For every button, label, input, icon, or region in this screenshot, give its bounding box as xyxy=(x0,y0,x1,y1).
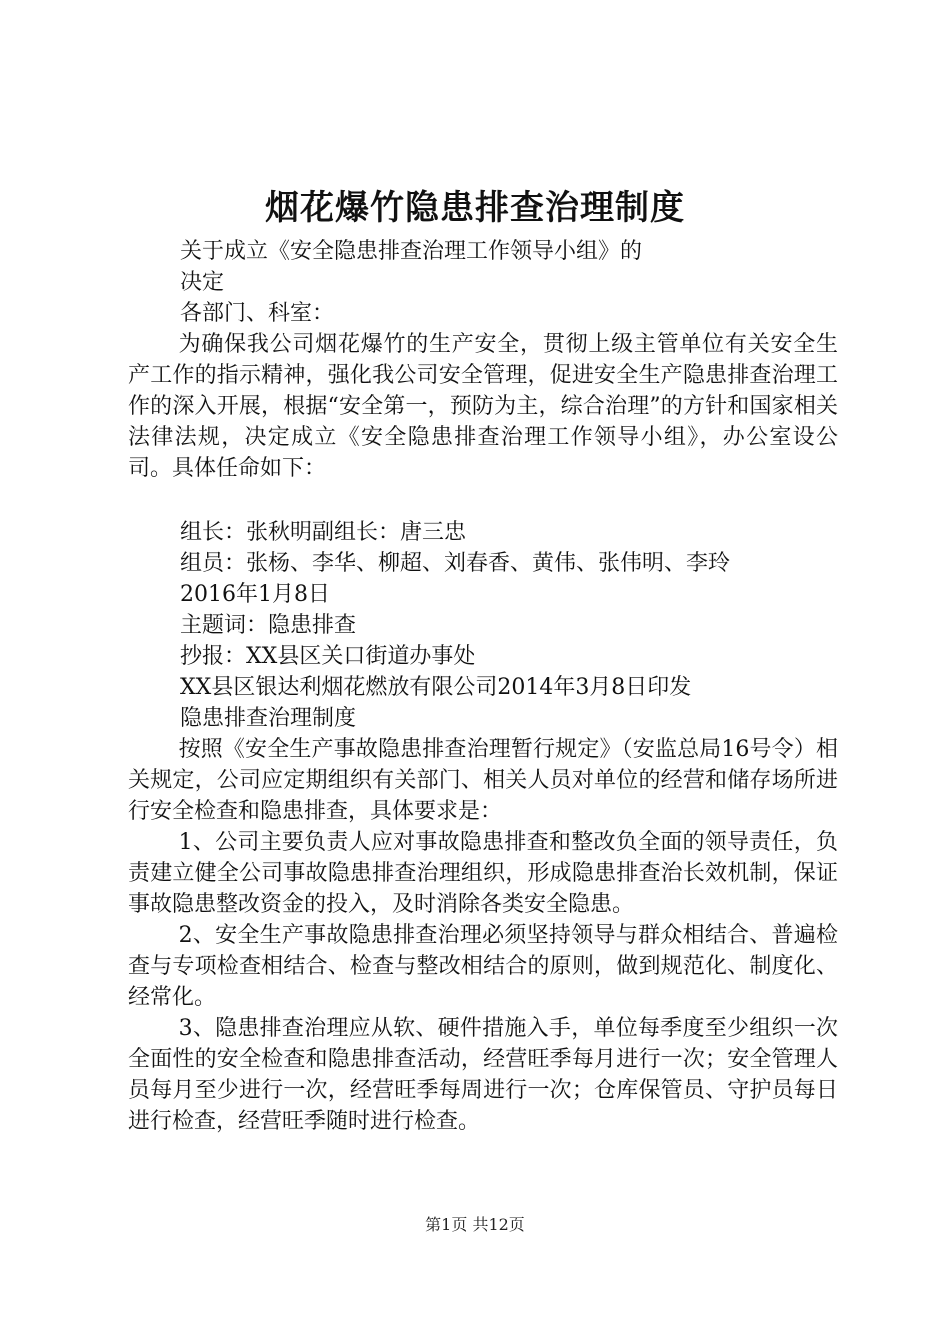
leader-line: 组长：张秋明副组长：唐三忠 xyxy=(180,520,467,545)
members-line: 组员：张杨、李华、柳超、刘春香、黄伟、张伟明、李玲 xyxy=(180,551,731,576)
date-line: 2016年1月8日 xyxy=(180,582,330,607)
notice-heading-line-1: 关于成立《安全隐患排查治理工作领导小组》的 xyxy=(180,239,643,264)
keywords-line: 主题词：隐患排查 xyxy=(180,613,357,638)
section-title: 隐患排查治理制度 xyxy=(180,706,357,731)
notice-heading-line-2: 决定 xyxy=(180,270,225,295)
paragraph-regulation: 按照《安全生产事故隐患排查治理暂行规定》（安监总局16号令）相关规定，公司应定期组织有关部门、相关人员对单位的经营和储存场所进行安全检查和隐患排查，具体要求是： xyxy=(128,737,838,824)
issuer-line: XX县区银达利烟花燃放有限公司2014年3月8日印发 xyxy=(180,675,692,700)
salutation: 各部门、科室： xyxy=(180,301,335,326)
paragraph-item-2: 2、安全生产事故隐患排查治理必须坚持领导与群众相结合、普遍检查与专项检查相结合、检查与整改相结合的原则，做到规范化、制度化、经常化。 xyxy=(128,923,838,1010)
copy-to-line: 抄报：XX县区关口街道办事处 xyxy=(180,644,476,669)
page-footer: 第1页 共12页 xyxy=(425,1215,525,1234)
paragraph-purpose: 为确保我公司烟花爆竹的生产安全，贯彻上级主管单位有关安全生产工作的指示精神，强化我公司安全管理，促进安全生产隐患排查治理工作的深入开展，根据“安全第一，预防为主，综合治理”的方针和国家相关法律法规，决定成立《安全隐患排查治理工作领导小组》，办公室设公司。具体任命如下： xyxy=(128,332,838,481)
paragraph-item-3: 3、隐患排查治理应从软、硬件措施入手，单位每季度至少组织一次全面性的安全检查和隐患排查活动，经营旺季每月进行一次；安全管理人员每月至少进行一次，经营旺季每周进行一次；仓库保管员、守护员每日进行检查，经营旺季随时进行检查。 xyxy=(128,1016,838,1134)
document-title: 烟花爆竹隐患排查治理制度 xyxy=(265,188,685,228)
document-body xyxy=(128,236,838,1137)
spacer xyxy=(128,484,838,517)
paragraph-item-1: 1、公司主要负责人应对事故隐患排查和整改负全面的领导责任，负责建立健全公司事故隐患排查治理组织，形成隐患排查治长效机制，保证事故隐患整改资金的投入，及时消除各类安全隐患。 xyxy=(128,830,838,917)
